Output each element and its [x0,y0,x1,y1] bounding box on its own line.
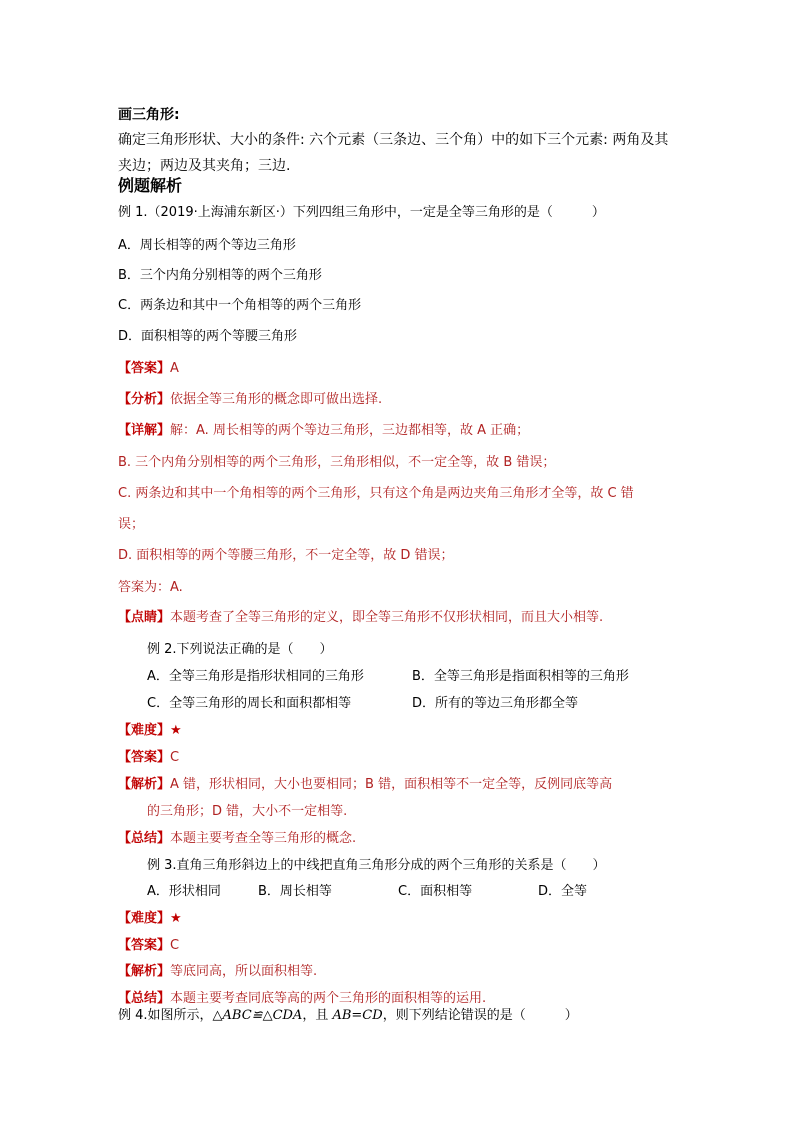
analysis-text: 依据全等三角形的概念即可做出选择. [170,392,383,407]
answer-tag: 【答案】 [118,361,171,376]
ex1-detail-line-3: C. 两条边和其中一个角相等的两个三角形，只有这个角是两边夹角三角形才全等，故 C 错 [118,486,634,501]
answer-tag: 【答案】 [118,938,171,953]
answer-value: C [170,750,180,765]
section-desc-line-1: 确定三角形形状、大小的条件: 六个元素（三条边、三个角）中的如下三个元素: 两角及其 [118,132,669,148]
ex4-stem [118,1007,578,1025]
ex1-option-c: C．两条边和其中一个角相等的两个三角形 [118,298,362,313]
ex1-option-a: A．周长相等的两个等边三角形 [118,238,296,253]
detail-tag: 【详解】 [118,423,171,438]
ex1-option-d: D．面积相等的两个等腰三角形 [118,329,298,344]
ex4-equation: AB=CD [332,1008,383,1023]
ex3-option-d: D．全等 [538,884,588,899]
ex1-detail-line-2: B. 三个内角分别相等的两个三角形，三角形相似，不一定全等，故 B 错误； [118,455,556,470]
star-icon: ★ [170,911,182,926]
ex3-answer [118,937,179,955]
ex4-suffix: ，则下列结论错误的是（ ） [382,1008,578,1023]
summary-tag: 【总结】 [118,991,171,1006]
explain-tag: 【解析】 [118,964,171,979]
ex3-stem: 例 3.直角三角形斜边上的中线把直角三角形分成的两个三角形的关系是（ ） [147,858,606,873]
answer-value: A [170,361,179,376]
ex2-option-a: A．全等三角形是指形状相同的三角形 [147,669,364,684]
ex2-explain-line-1 [118,776,612,794]
section-heading: 画三角形: [118,107,180,123]
ex3-option-c: C．面积相等 [398,884,473,899]
section-desc-line-2: 夹边；两边及其夹角；三边. [118,158,291,174]
ex1-detail-line-4: 误； [118,517,145,532]
ex1-final-answer: 答案为：A. [118,580,183,595]
ex2-explain-line-2: 的三角形；D 错，大小不一定相等. [147,804,348,819]
summary-tag: 【总结】 [118,831,171,846]
ex1-analysis [118,391,382,409]
difficulty-tag: 【难度】 [118,723,171,738]
ex4-mid: ，且 [302,1008,333,1023]
ex4-congruence: △ABC≌△CDA [212,1008,303,1023]
ex1-answer [118,360,179,378]
ex2-summary [118,830,356,848]
ex1-stem: 例 1.（2019·上海浦东新区·）下列四组三角形中，一定是全等三角形的是（ ） [118,205,605,220]
comment-text: 本题考查了全等三角形的定义，即全等三角形不仅形状相同，而且大小相等. [170,610,604,625]
ex1-detail-line-1 [118,422,529,440]
star-icon: ★ [170,723,182,738]
ex3-explain [118,963,317,981]
comment-tag: 【点睛】 [118,610,171,625]
detail-text: 解：A. 周长相等的两个等边三角形，三边都相等，故 A 正确； [170,423,530,438]
examples-heading: 例题解析 [118,176,183,195]
answer-tag: 【答案】 [118,750,171,765]
explain-text: A 错，形状相同，大小也要相同；B 错，面积相等不一定全等，反例同底等高 [170,777,613,792]
ex2-answer [118,749,179,767]
explain-text: 等底同高，所以面积相等. [170,964,318,979]
explain-tag: 【解析】 [118,777,171,792]
difficulty-tag: 【难度】 [118,911,171,926]
ex3-difficulty [118,910,182,928]
ex2-option-c: C．全等三角形的周长和面积都相等 [147,696,352,711]
ex2-option-b: B．全等三角形是指面积相等的三角形 [412,669,629,684]
ex1-comment [118,609,603,627]
ex2-option-d: D．所有的等边三角形都全等 [412,696,579,711]
summary-text: 本题主要考查全等三角形的概念. [170,831,357,846]
ex1-option-b: B．三个内角分别相等的两个三角形 [118,268,322,283]
ex3-option-a: A．形状相同 [147,884,221,899]
ex2-stem: 例 2.下列说法正确的是（ ） [147,642,333,657]
ex3-summary [118,990,486,1008]
ex2-difficulty [118,722,182,740]
ex3-option-b: B．周长相等 [258,884,332,899]
analysis-tag: 【分析】 [118,392,171,407]
ex4-prefix: 例 4.如图所示， [118,1008,213,1023]
ex1-detail-line-5: D. 面积相等的两个等腰三角形，不一定全等，故 D 错误； [118,548,454,563]
answer-value: C [170,938,180,953]
summary-text: 本题主要考查同底等高的两个三角形的面积相等的运用. [170,991,487,1006]
